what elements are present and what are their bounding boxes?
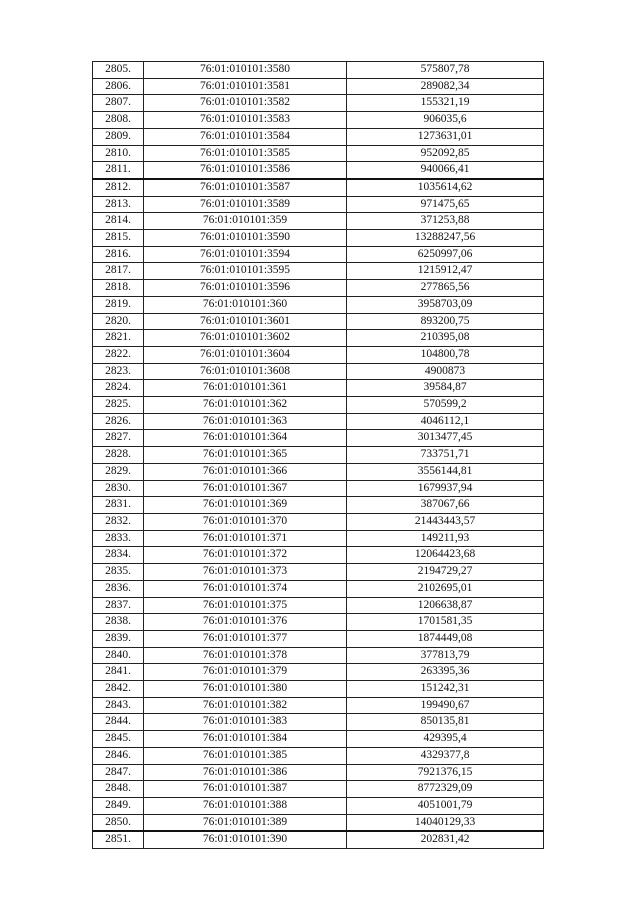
table-row: [93, 430, 544, 447]
cadastral-value-cell: 1215912,47: [347, 263, 544, 280]
cadastral-number-cell: 76:01:010101:375: [144, 597, 347, 614]
table-row: [93, 564, 544, 581]
table-row: [93, 497, 544, 514]
table-row: [93, 764, 544, 781]
cadastral-value-cell: 1206638,87: [347, 597, 544, 614]
cadastral-value-table: [92, 61, 544, 849]
row-number-cell: 2832.: [93, 513, 144, 530]
cadastral-value-cell: 210395,08: [347, 330, 544, 347]
table-row: [93, 246, 544, 263]
cadastral-value-cell: 14040129,33: [347, 814, 544, 831]
cadastral-value-cell: 1679937,94: [347, 480, 544, 497]
cadastral-number-cell: 76:01:010101:3595: [144, 263, 347, 280]
table-row: [93, 614, 544, 631]
row-number-cell: 2831.: [93, 497, 144, 514]
row-number-cell: 2817.: [93, 263, 144, 280]
cadastral-value-cell: 2194729,27: [347, 564, 544, 581]
cadastral-number-cell: 76:01:010101:3608: [144, 363, 347, 380]
cadastral-value-cell: 893200,75: [347, 313, 544, 330]
cadastral-value-cell: 371253,88: [347, 213, 544, 230]
row-number-cell: 2842.: [93, 681, 144, 698]
table-row: [93, 179, 544, 196]
table-row: [93, 230, 544, 247]
cadastral-value-cell: 940066,41: [347, 162, 544, 179]
cadastral-number-cell: 76:01:010101:3594: [144, 246, 347, 263]
cadastral-number-cell: 76:01:010101:378: [144, 647, 347, 664]
table-row: [93, 280, 544, 297]
cadastral-value-cell: 1874449,08: [347, 630, 544, 647]
row-number-cell: 2821.: [93, 330, 144, 347]
cadastral-number-cell: 76:01:010101:3587: [144, 179, 347, 196]
cadastral-number-cell: 76:01:010101:366: [144, 463, 347, 480]
cadastral-number-cell: 76:01:010101:363: [144, 413, 347, 430]
row-number-cell: 2848.: [93, 781, 144, 798]
row-number-cell: 2838.: [93, 614, 144, 631]
cadastral-number-cell: 76:01:010101:386: [144, 764, 347, 781]
row-number-cell: 2828.: [93, 447, 144, 464]
table-row: [93, 447, 544, 464]
cadastral-value-cell: 3556144,81: [347, 463, 544, 480]
row-number-cell: 2830.: [93, 480, 144, 497]
table-row: [93, 530, 544, 547]
cadastral-value-cell: 429395,4: [347, 731, 544, 748]
cadastral-number-cell: 76:01:010101:3580: [144, 62, 347, 79]
row-number-cell: 2849.: [93, 797, 144, 814]
row-number-cell: 2825.: [93, 397, 144, 414]
table-row: [93, 547, 544, 564]
table-row: [93, 78, 544, 95]
cadastral-number-cell: 76:01:010101:364: [144, 430, 347, 447]
cadastral-number-cell: 76:01:010101:3602: [144, 330, 347, 347]
cadastral-number-cell: 76:01:010101:370: [144, 513, 347, 530]
cadastral-number-cell: 76:01:010101:373: [144, 564, 347, 581]
table-row: [93, 263, 544, 280]
cadastral-number-cell: 76:01:010101:382: [144, 697, 347, 714]
table-row: [93, 714, 544, 731]
cadastral-value-cell: 104800,78: [347, 346, 544, 363]
table-row: [93, 681, 544, 698]
row-number-cell: 2805.: [93, 62, 144, 79]
cadastral-value-cell: 2102695,01: [347, 580, 544, 597]
row-number-cell: 2814.: [93, 213, 144, 230]
table-row: [93, 313, 544, 330]
cadastral-value-cell: 263395,36: [347, 664, 544, 681]
row-number-cell: 2840.: [93, 647, 144, 664]
cadastral-number-cell: 76:01:010101:3601: [144, 313, 347, 330]
cadastral-number-cell: 76:01:010101:3590: [144, 230, 347, 247]
row-number-cell: 2834.: [93, 547, 144, 564]
cadastral-value-cell: 8772329,09: [347, 781, 544, 798]
table-row: [93, 747, 544, 764]
cadastral-value-cell: 575807,78: [347, 62, 544, 79]
cadastral-value-cell: 1273631,01: [347, 128, 544, 145]
row-number-cell: 2833.: [93, 530, 144, 547]
row-number-cell: 2839.: [93, 630, 144, 647]
table-row: [93, 145, 544, 162]
cadastral-value-cell: 149211,93: [347, 530, 544, 547]
row-number-cell: 2809.: [93, 128, 144, 145]
cadastral-value-cell: 1035614,62: [347, 179, 544, 196]
cadastral-value-cell: 6250997,06: [347, 246, 544, 263]
cadastral-number-cell: 76:01:010101:365: [144, 447, 347, 464]
row-number-cell: 2813.: [93, 196, 144, 213]
row-number-cell: 2835.: [93, 564, 144, 581]
table-row: [93, 330, 544, 347]
cadastral-value-cell: 906035,6: [347, 112, 544, 129]
cadastral-number-cell: 76:01:010101:385: [144, 747, 347, 764]
cadastral-number-cell: 76:01:010101:372: [144, 547, 347, 564]
table-row: [93, 580, 544, 597]
table-row: [93, 95, 544, 112]
cadastral-number-cell: 76:01:010101:388: [144, 797, 347, 814]
row-number-cell: 2827.: [93, 430, 144, 447]
cadastral-number-cell: 76:01:010101:390: [144, 831, 347, 848]
row-number-cell: 2847.: [93, 764, 144, 781]
table-row: [93, 62, 544, 79]
row-number-cell: 2841.: [93, 664, 144, 681]
table-row: [93, 380, 544, 397]
cadastral-value-cell: 4329377,8: [347, 747, 544, 764]
table-row: [93, 363, 544, 380]
row-number-cell: 2811.: [93, 162, 144, 179]
row-number-cell: 2837.: [93, 597, 144, 614]
table-row: [93, 397, 544, 414]
table-row: [93, 513, 544, 530]
row-number-cell: 2818.: [93, 280, 144, 297]
row-number-cell: 2846.: [93, 747, 144, 764]
cadastral-value-cell: 289082,34: [347, 78, 544, 95]
cadastral-value-cell: 13288247,56: [347, 230, 544, 247]
row-number-cell: 2822.: [93, 346, 144, 363]
table-row: [93, 781, 544, 798]
table-row: [93, 731, 544, 748]
cadastral-value-cell: 4051001,79: [347, 797, 544, 814]
cadastral-number-cell: 76:01:010101:367: [144, 480, 347, 497]
cadastral-number-cell: 76:01:010101:377: [144, 630, 347, 647]
table-row: [93, 296, 544, 313]
cadastral-number-cell: 76:01:010101:3584: [144, 128, 347, 145]
cadastral-value-cell: 4900873: [347, 363, 544, 380]
cadastral-number-cell: 76:01:010101:3604: [144, 346, 347, 363]
cadastral-number-cell: 76:01:010101:3583: [144, 112, 347, 129]
row-number-cell: 2826.: [93, 413, 144, 430]
row-number-cell: 2816.: [93, 246, 144, 263]
cadastral-number-cell: 76:01:010101:379: [144, 664, 347, 681]
row-number-cell: 2807.: [93, 95, 144, 112]
table-row: [93, 213, 544, 230]
cadastral-value-cell: 39584,87: [347, 380, 544, 397]
row-number-cell: 2820.: [93, 313, 144, 330]
cadastral-value-cell: 3958703,09: [347, 296, 544, 313]
table-row: [93, 597, 544, 614]
row-number-cell: 2851.: [93, 831, 144, 848]
cadastral-number-cell: 76:01:010101:371: [144, 530, 347, 547]
table-row: [93, 346, 544, 363]
cadastral-value-cell: 7921376,15: [347, 764, 544, 781]
cadastral-number-cell: 76:01:010101:383: [144, 714, 347, 731]
row-number-cell: 2819.: [93, 296, 144, 313]
cadastral-value-cell: 570599,2: [347, 397, 544, 414]
row-number-cell: 2806.: [93, 78, 144, 95]
cadastral-number-cell: 76:01:010101:387: [144, 781, 347, 798]
table-body: [93, 62, 544, 849]
table-row: [93, 797, 544, 814]
cadastral-value-cell: 151242,31: [347, 681, 544, 698]
table-row: [93, 162, 544, 179]
row-number-cell: 2836.: [93, 580, 144, 597]
row-number-cell: 2812.: [93, 179, 144, 196]
row-number-cell: 2843.: [93, 697, 144, 714]
cadastral-number-cell: 76:01:010101:362: [144, 397, 347, 414]
cadastral-number-cell: 76:01:010101:369: [144, 497, 347, 514]
table-row: [93, 480, 544, 497]
table-row: [93, 647, 544, 664]
cadastral-number-cell: 76:01:010101:380: [144, 681, 347, 698]
table-row: [93, 112, 544, 129]
cadastral-number-cell: 76:01:010101:3586: [144, 162, 347, 179]
table-row: [93, 630, 544, 647]
table-row: [93, 814, 544, 831]
row-number-cell: 2845.: [93, 731, 144, 748]
cadastral-value-cell: 3013477,45: [347, 430, 544, 447]
cadastral-value-cell: 850135,81: [347, 714, 544, 731]
cadastral-number-cell: 76:01:010101:3581: [144, 78, 347, 95]
table-row: [93, 463, 544, 480]
cadastral-value-cell: 387067,66: [347, 497, 544, 514]
cadastral-number-cell: 76:01:010101:389: [144, 814, 347, 831]
row-number-cell: 2823.: [93, 363, 144, 380]
cadastral-value-cell: 155321,19: [347, 95, 544, 112]
row-number-cell: 2829.: [93, 463, 144, 480]
table-row: [93, 196, 544, 213]
cadastral-number-cell: 76:01:010101:360: [144, 296, 347, 313]
cadastral-value-cell: 377813,79: [347, 647, 544, 664]
row-number-cell: 2815.: [93, 230, 144, 247]
cadastral-number-cell: 76:01:010101:361: [144, 380, 347, 397]
cadastral-number-cell: 76:01:010101:359: [144, 213, 347, 230]
cadastral-value-cell: 733751,71: [347, 447, 544, 464]
cadastral-number-cell: 76:01:010101:3596: [144, 280, 347, 297]
table-row: [93, 697, 544, 714]
cadastral-number-cell: 76:01:010101:3582: [144, 95, 347, 112]
row-number-cell: 2824.: [93, 380, 144, 397]
cadastral-value-cell: 12064423,68: [347, 547, 544, 564]
table-row: [93, 831, 544, 848]
cadastral-number-cell: 76:01:010101:374: [144, 580, 347, 597]
table-row: [93, 664, 544, 681]
cadastral-value-cell: 952092,85: [347, 145, 544, 162]
cadastral-number-cell: 76:01:010101:384: [144, 731, 347, 748]
row-number-cell: 2808.: [93, 112, 144, 129]
cadastral-number-cell: 76:01:010101:3585: [144, 145, 347, 162]
row-number-cell: 2844.: [93, 714, 144, 731]
cadastral-value-cell: 4046112,1: [347, 413, 544, 430]
table-row: [93, 413, 544, 430]
cadastral-value-cell: 202831,42: [347, 831, 544, 848]
row-number-cell: 2850.: [93, 814, 144, 831]
table-row: [93, 128, 544, 145]
cadastral-value-cell: 21443443,57: [347, 513, 544, 530]
cadastral-value-cell: 971475,65: [347, 196, 544, 213]
cadastral-number-cell: 76:01:010101:3589: [144, 196, 347, 213]
cadastral-value-cell: 277865,56: [347, 280, 544, 297]
row-number-cell: 2810.: [93, 145, 144, 162]
cadastral-value-cell: 1701581,35: [347, 614, 544, 631]
cadastral-value-cell: 199490,67: [347, 697, 544, 714]
cadastral-number-cell: 76:01:010101:376: [144, 614, 347, 631]
